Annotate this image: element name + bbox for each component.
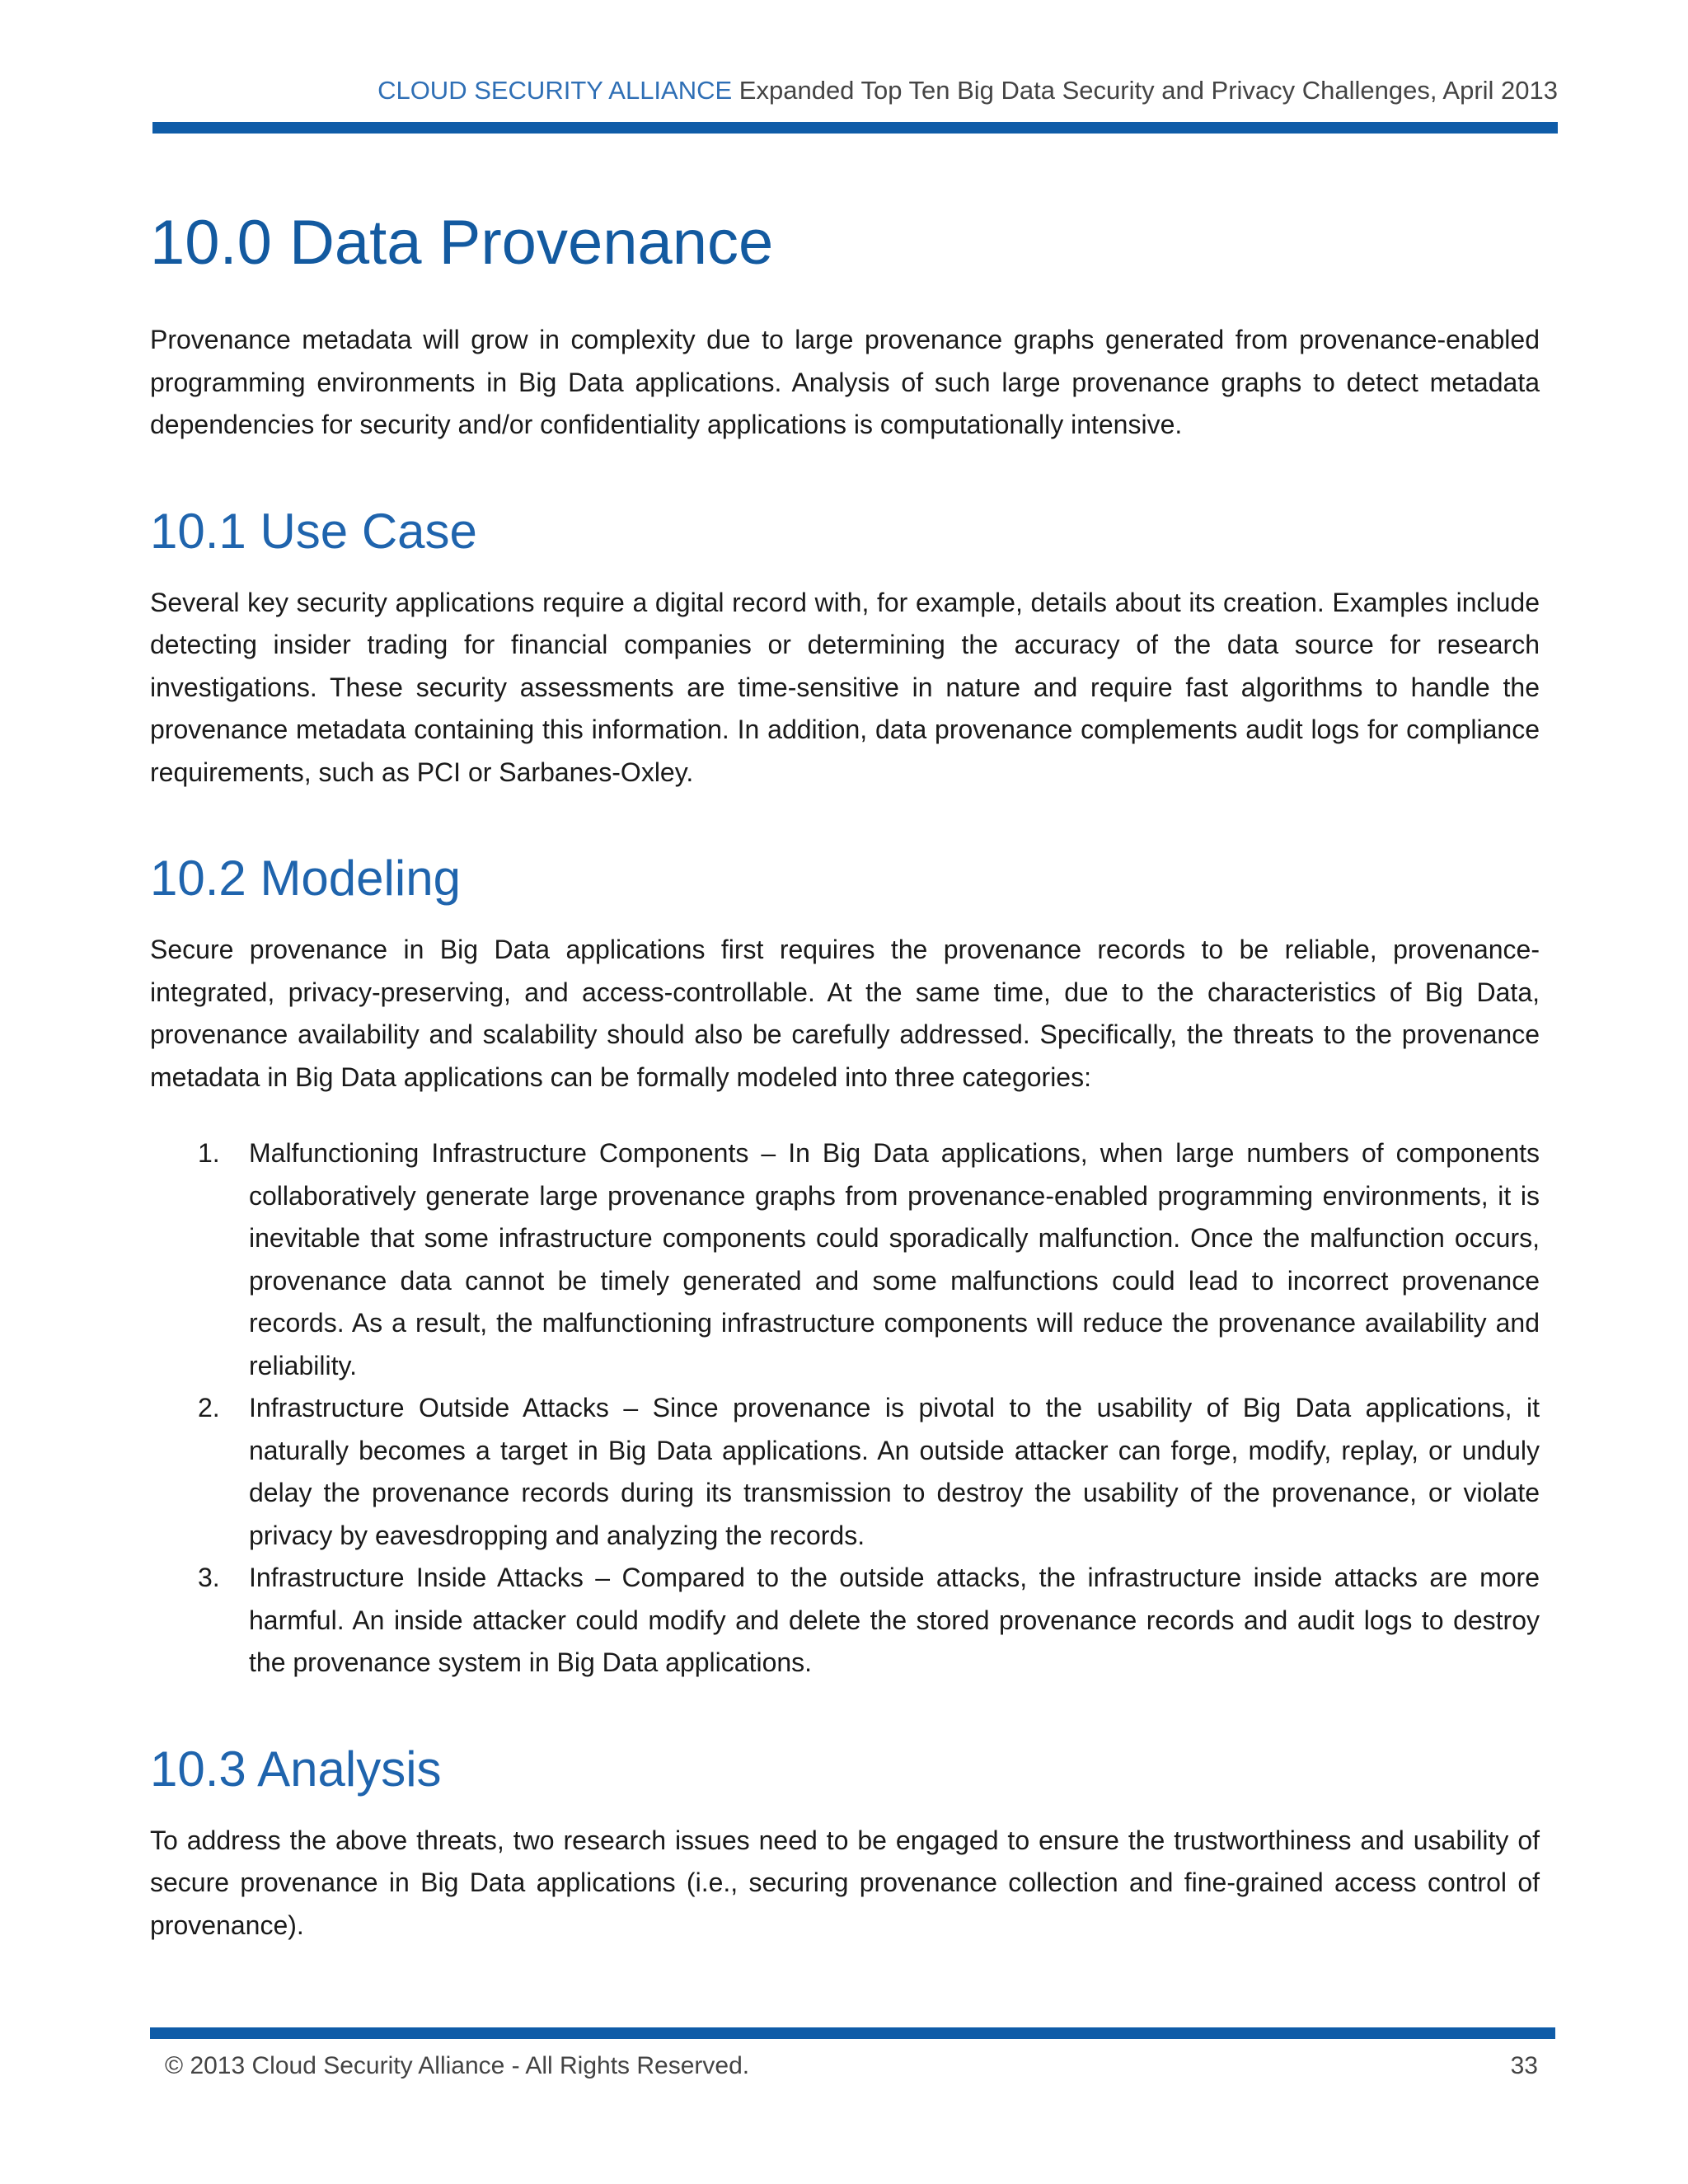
list-item-number: 1. — [198, 1138, 220, 1168]
list-item-number: 3. — [198, 1563, 220, 1592]
analysis-heading: 10.3 Analysis — [150, 1741, 442, 1797]
list-item — [150, 1387, 1540, 1557]
list-item-text: Infrastructure Inside Attacks – Compared to the outside attacks, the infrastructure inside attacks are more harmful. An inside attacker could modify and delete the stored provenance records and audit logs to destroy the provenance system in Big Data applications. — [249, 1563, 1540, 1677]
page-number: 33 — [1510, 2052, 1538, 2079]
header-rule — [152, 122, 1558, 134]
list-item-text: Malfunctioning Infrastructure Components – In Big Data applications, when large numbers of components collaboratively generate large provenance graphs from provenance-enabled programming environments, it is inevitable that some infrastructure components could sporadically malfunction. Once the malfunction occurs, provenance data cannot be timely generated and some malfunctions could lead to incorrect provenance records. As a result, the malfunctioning infrastructure components will reduce the provenance availability and reliability. — [249, 1138, 1540, 1380]
running-header — [152, 76, 1558, 105]
use-case-body: Several key security applications require a digital record with, for example, details about its creation. Examples include detecting insider trading for financial companies or determining the accuracy of the data source for research investigations. These security assessments are time-sensitive in nature and require fast algorithms to handle the provenance metadata containing this information. In addition, data provenance complements audit logs for compliance requirements, such as PCI or Sarbanes-Oxley. — [150, 587, 1540, 787]
list-item — [150, 1132, 1540, 1387]
section-intro: Provenance metadata will grow in complexity due to large provenance graphs generated from provenance-enabled programming environments in Big Data applications. Analysis of such large provenance graphs to detect metadata dependencies for security and/or confidentiality applications is computationally intensive. — [150, 325, 1540, 439]
list-item-text: Infrastructure Outside Attacks – Since provenance is pivotal to the usability of Big Data applications, it naturally becomes a target in Big Data applications. An outside attacker can forge, modify, replay, or unduly delay the provenance records during its transmission to destroy the usability of the provenance, or violate privacy by eavesdropping and analyzing the records. — [249, 1393, 1540, 1550]
analysis-body: To address the above threats, two research issues need to be engaged to ensure the trustworthiness and usability of secure provenance in Big Data applications (i.e., securing provenance collection and fine-grained access control of provenance). — [150, 1825, 1540, 1940]
threat-category-list — [150, 1132, 1540, 1685]
header-brand: CLOUD SECURITY ALLIANCE — [377, 76, 733, 105]
footer-rule — [150, 2027, 1555, 2039]
modeling-heading: 10.2 Modeling — [150, 851, 461, 906]
header-title: Expanded Top Ten Big Data Security and Privacy Challenges, April 2013 — [732, 76, 1558, 105]
list-item — [150, 1557, 1540, 1685]
footer-copyright: © 2013 Cloud Security Alliance - All Rights Reserved. — [165, 2052, 750, 2079]
use-case-heading: 10.1 Use Case — [150, 503, 477, 559]
page-content — [150, 198, 1540, 1947]
section-title: 10.0 Data Provenance — [150, 208, 774, 278]
modeling-body: Secure provenance in Big Data applications first requires the provenance records to be reliable, provenance-integrated, privacy-preserving, and access-controllable. At the same time, due to the characteristics of Big Data, provenance availability and scalability should also be carefully addressed. Specifically, the threats to the provenance metadata in Big Data applications can be formally modeled into three categories: — [150, 935, 1540, 1092]
list-item-number: 2. — [198, 1393, 220, 1422]
